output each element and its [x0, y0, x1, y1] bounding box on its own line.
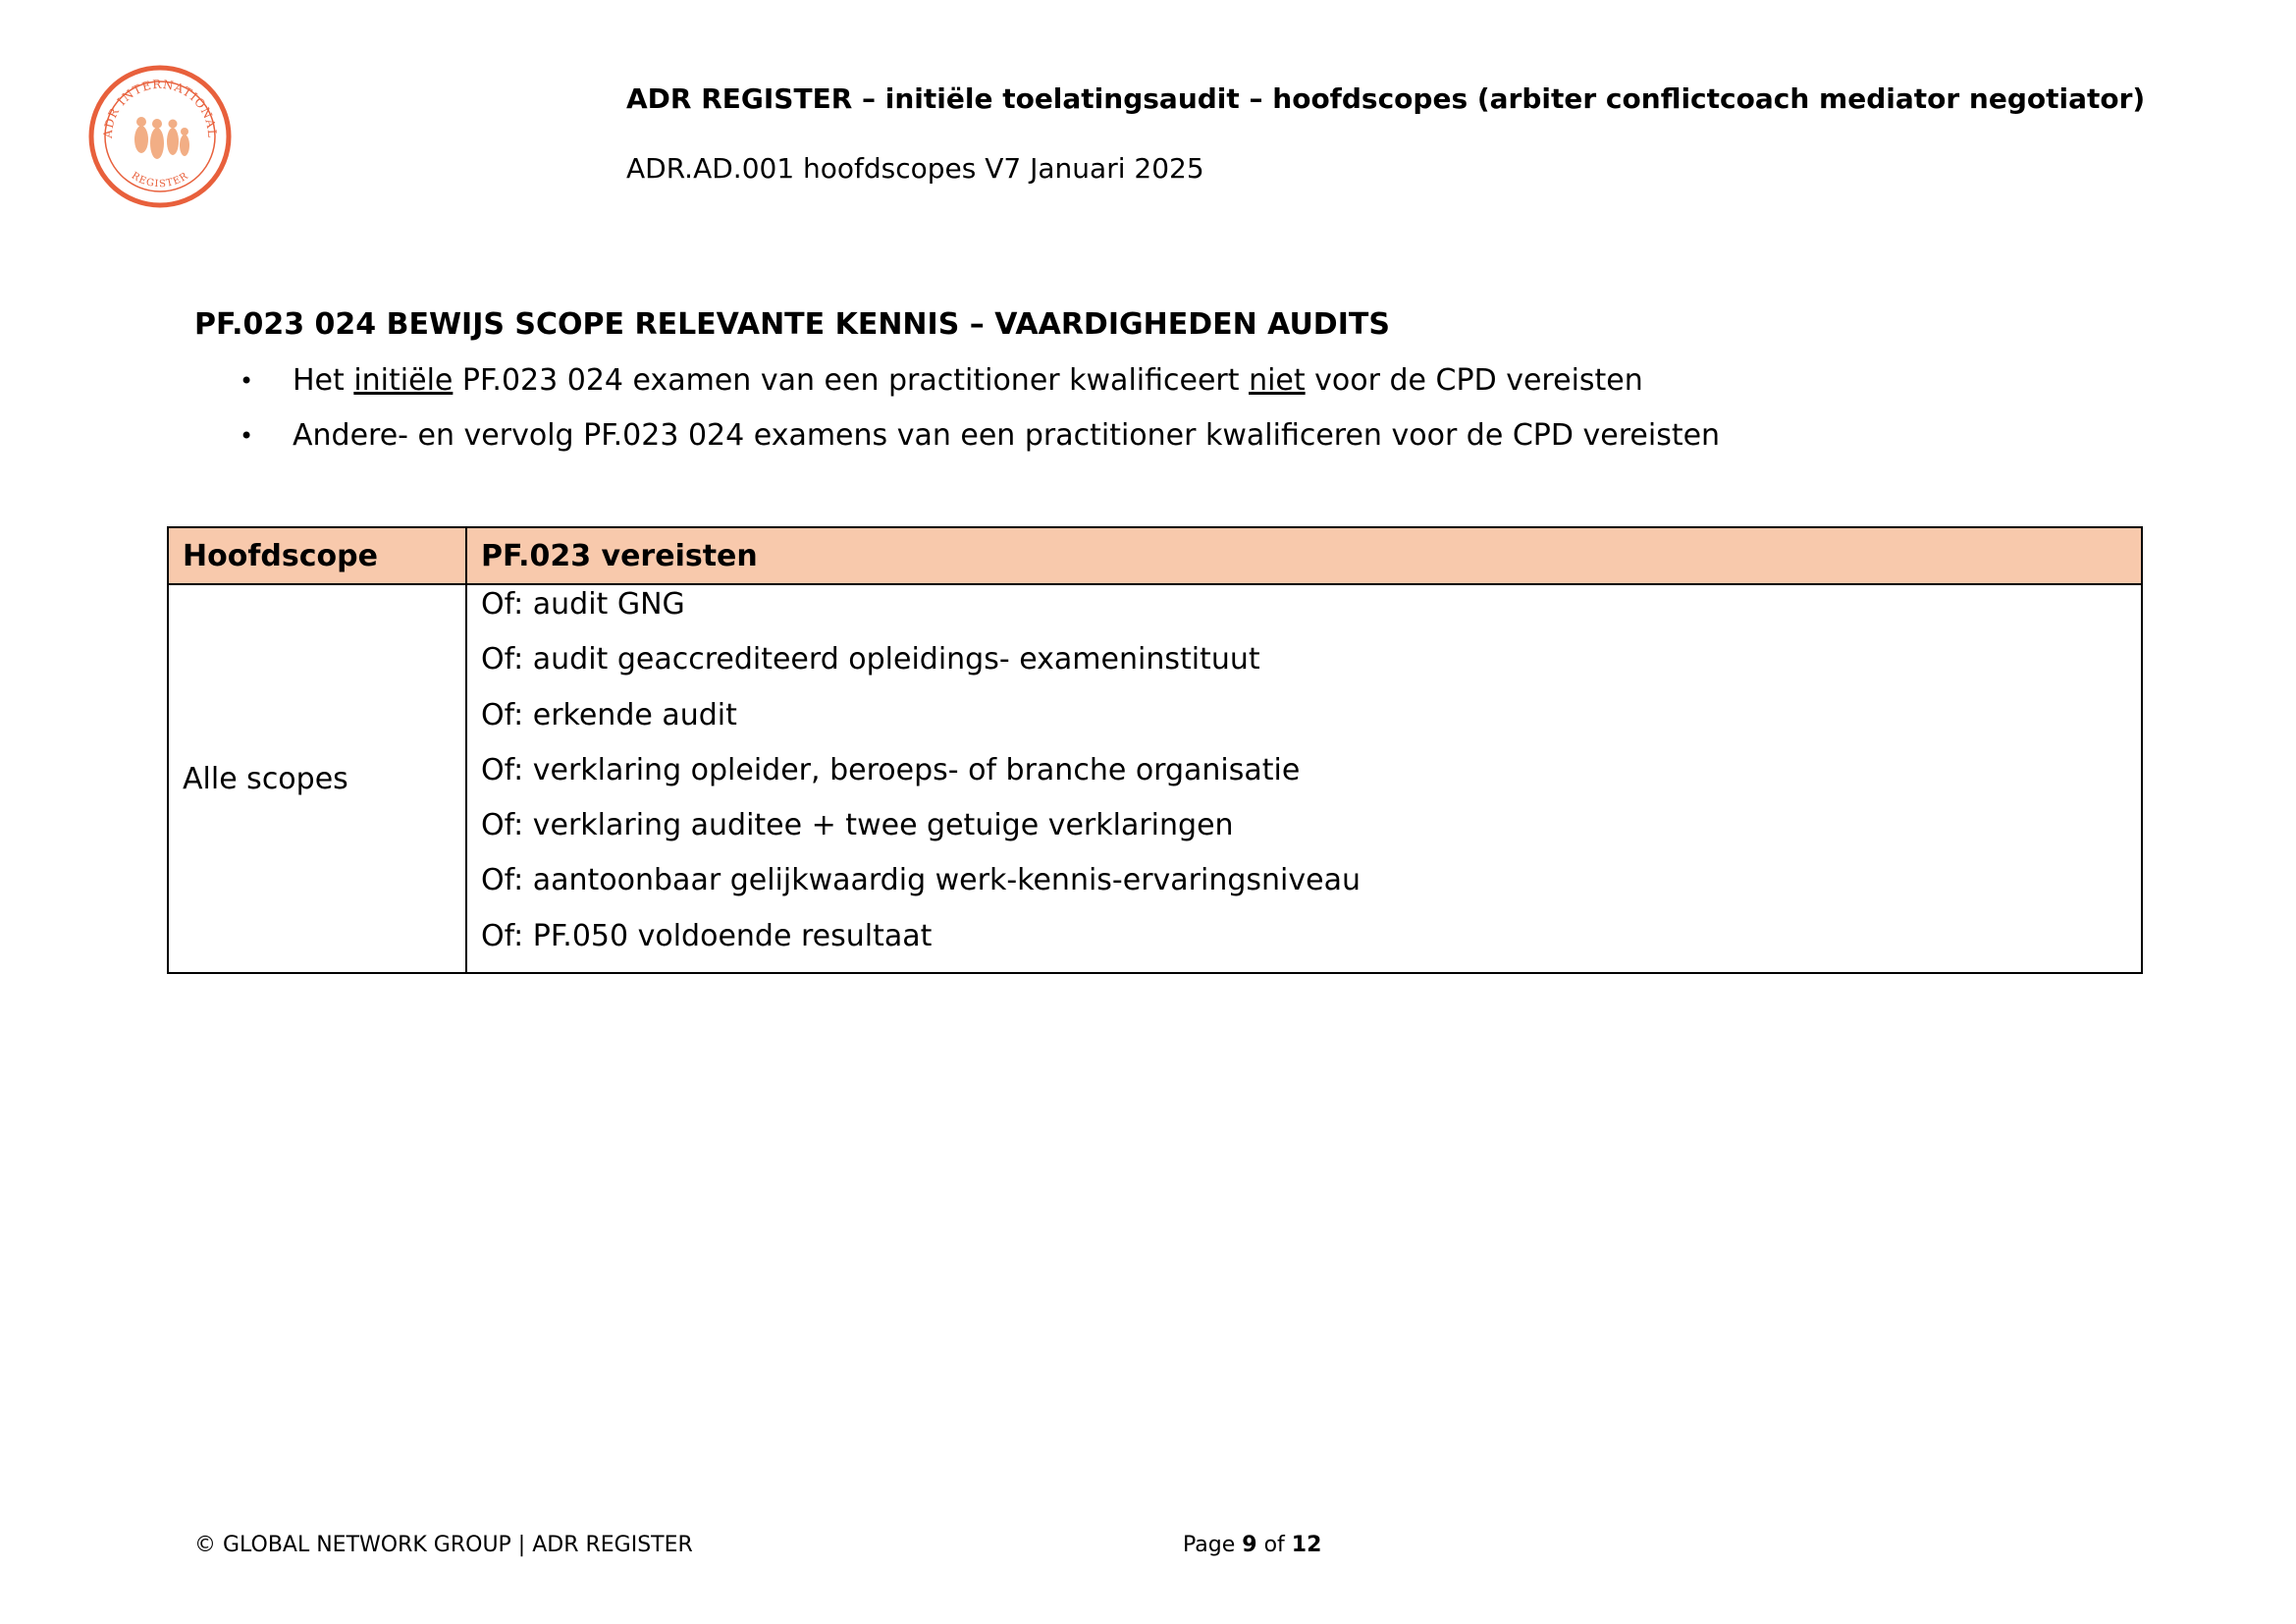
- svg-text:REGISTER: REGISTER: [129, 170, 191, 190]
- requirement-item: Of: erkende audit: [481, 697, 737, 732]
- requirements-table: [167, 526, 2143, 974]
- bullet-list: [240, 361, 1720, 471]
- requirement-item: Of: verklaring auditee + twee getuige verklaringen: [481, 808, 1234, 843]
- requirement-item: Of: audit GNG: [481, 587, 685, 622]
- underlined-initiele: initiële: [353, 363, 454, 398]
- section-title: PF.023 024 BEWIJS SCOPE RELEVANTE KENNIS – VAARDIGHEDEN AUDITS: [194, 307, 1390, 342]
- adr-international-register-logo: [86, 63, 234, 210]
- header-vereisten: PF.023 vereisten: [466, 527, 2142, 584]
- table-header-row: [168, 527, 2142, 584]
- document-code: ADR.AD.001 hoofdscopes V7 Januari 2025: [626, 152, 1204, 185]
- requirement-item: Of: aantoonbaar gelijkwaardig werk-kennis-ervaringsniveau: [481, 863, 1361, 898]
- svg-text:ADR INTERNATIONAL: ADR INTERNATIONAL: [100, 77, 220, 139]
- bullet-item: • Het initiële PF.023 024 examen van een practitioner kwalificeert niet voor de CPD vereisten: [240, 361, 1720, 416]
- page-number: Page 9 of 12: [1183, 1533, 1322, 1557]
- footer-copyright: © GLOBAL NETWORK GROUP | ADR REGISTER: [194, 1533, 693, 1557]
- scope-cell: Alle scopes: [168, 584, 466, 973]
- underlined-niet: niet: [1249, 363, 1306, 398]
- requirement-item: Of: PF.050 voldoende resultaat: [481, 918, 933, 953]
- requirement-item: Of: verklaring opleider, beroeps- of branche organisatie: [481, 752, 1301, 787]
- requirements-cell: [466, 584, 2142, 973]
- bullet-item: • Andere- en vervolg PF.023 024 examens van een practitioner kwalificeren voor de CPD vereisten: [240, 416, 1720, 471]
- document-header-title: ADR REGISTER – initiële toelatingsaudit – hoofdscopes (arbiter conflictcoach mediator negotiator): [626, 82, 2146, 115]
- table-row: [168, 584, 2142, 973]
- requirement-item: Of: audit geaccrediteerd opleidings- exameninstituut: [481, 642, 1260, 677]
- header-hoofdscope: Hoofdscope: [168, 527, 466, 584]
